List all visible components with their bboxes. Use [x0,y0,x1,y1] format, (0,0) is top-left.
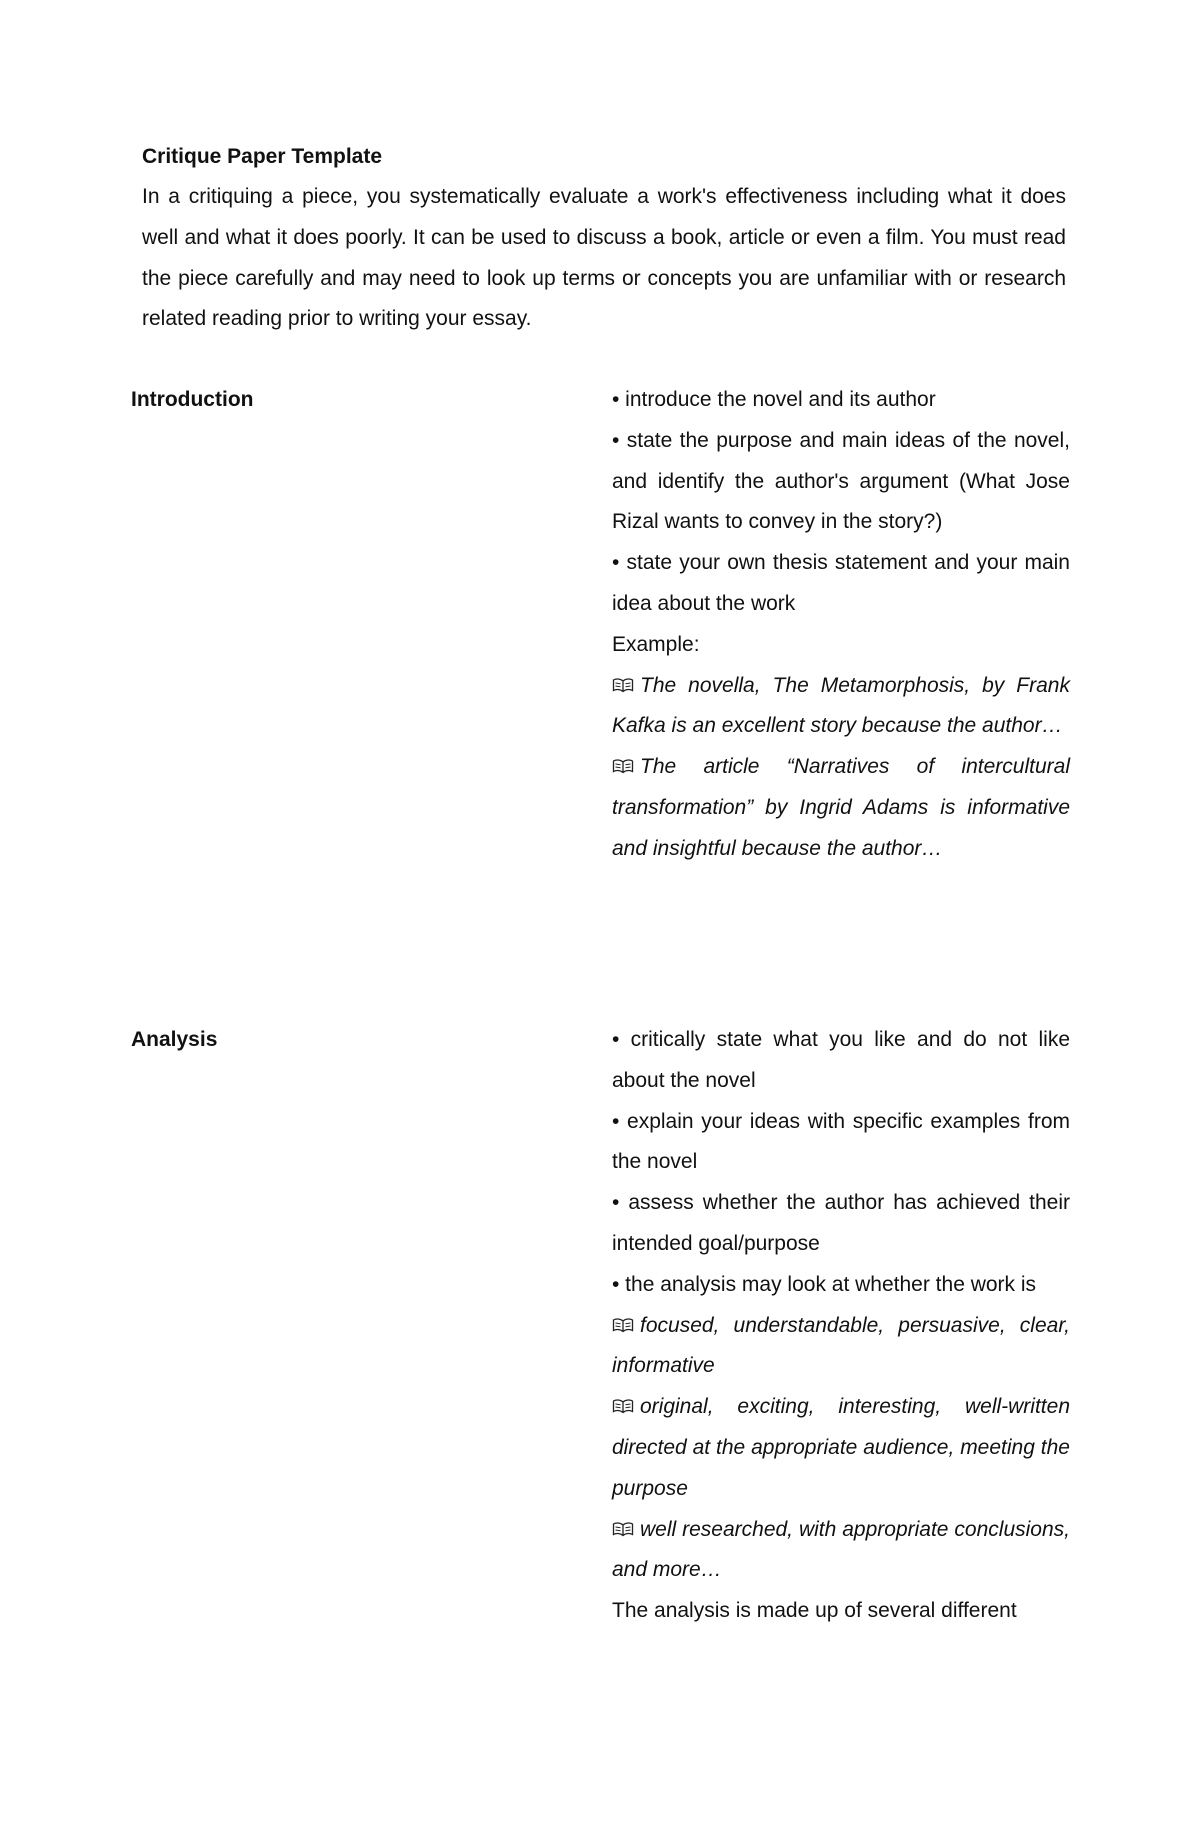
list-item: • state your own thesis statement and your main idea about the work [612,551,1070,615]
example-label: Example: [612,632,700,656]
open-book-icon [612,1317,634,1333]
open-book-icon [612,1398,634,1414]
criteria-item [612,1510,1070,1592]
list-item: • introduce the novel and its author [612,388,936,411]
list-item: • explain your ideas with specific examples from the novel [612,1109,1070,1174]
list-item: • state the purpose and main ideas of the novel, and identify the author's argument (What Jose Rizal wants to convey in the story?) [612,428,1070,534]
list-item: • critically state what you like and do not like about the novel [612,1028,1070,1092]
intro-paragraph: In a critiquing a piece, you systematically evaluate a work's effectiveness including what it does well and what it does poorly. It can be used to discuss a book, article or even a film. You must read the piece carefully and may need to look up terms or concepts you are unfamiliar with or research related reading prior to writing your essay. [142,185,1066,331]
list-item: • the analysis may look at whether the work is [612,1272,1037,1296]
example-item [612,747,1070,869]
analysis-guidelines [612,1020,1070,1632]
section-label-introduction: Introduction [131,388,254,411]
example-item [612,666,1070,748]
criteria-item [612,1387,1070,1509]
list-item: • assess whether the author has achieved their intended goal/purpose [612,1191,1070,1255]
criteria-text: focused, understandable, persuasive, clear, informative [612,1313,1070,1378]
criteria-item [612,1306,1070,1388]
introduction-guidelines [612,380,1070,870]
open-book-icon [612,677,634,693]
criteria-text: well researched, with appropriate conclusions, and more… [612,1517,1070,1582]
open-book-icon [612,758,634,774]
example-text: The article “Narratives of intercultural transformation” by Ingrid Adams is informative and insightful because the author… [612,755,1070,860]
criteria-text: original, exciting, interesting, well-written directed at the appropriate audience, meeting the purpose [612,1395,1070,1500]
section-label-analysis: Analysis [131,1028,218,1051]
example-text: The novella, The Metamorphosis, by Frank Kafka is an excellent story because the author… [612,673,1070,738]
page-title: Critique Paper Template [142,145,383,168]
open-book-icon [612,1521,634,1537]
analysis-closing-text: The analysis is made up of several different [612,1599,1017,1623]
